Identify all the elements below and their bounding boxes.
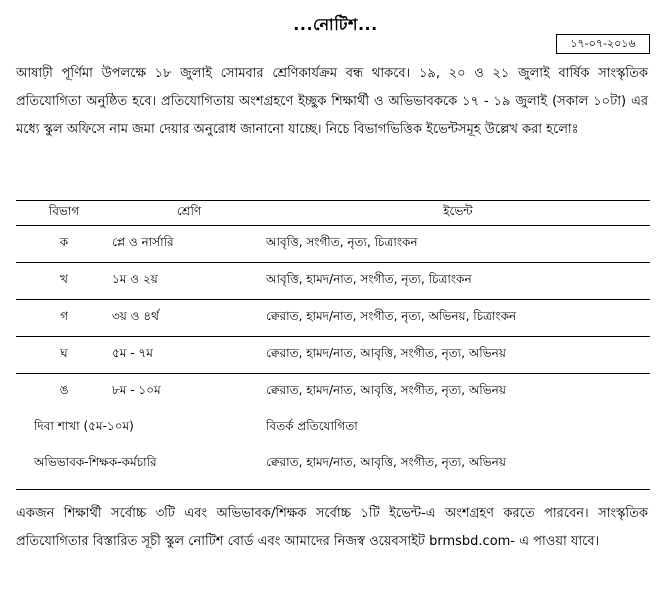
notice-date: ১৭-০৭-২০১৬	[556, 34, 650, 54]
row-class: ৫ম - ৭ম	[112, 337, 266, 374]
row-events: আবৃত্তি, হামদ/নাত, সংগীত, নৃত্য, চিত্রাংকন	[266, 263, 650, 300]
table-row	[16, 226, 650, 263]
row-events: ক্বেরাত, হামদ/নাত, আবৃত্তি, সংগীত, নৃত্য, অভিনয়	[266, 337, 650, 374]
row-division: ঙ	[59, 383, 69, 397]
events-table	[16, 201, 650, 482]
staff-events: ক্বেরাত, হামদ/নাত, আবৃত্তি, সংগীত, নৃত্য, অভিনয়	[266, 455, 506, 469]
day-shift-events: বিতর্ক প্রতিযোগিতা	[266, 419, 358, 433]
table-bottom-divider	[16, 489, 650, 490]
table-row	[16, 374, 650, 411]
table-row	[16, 337, 650, 374]
notice-footer: একজন শিক্ষার্থী সর্বোচ্চ ৩টি এবং অভিভাবক/শিক্ষক সর্বোচ্চ ১টি ইভেন্ট-এ অংশগ্রহণ করতে পারবেন। সাংস্কৃতিক প্রতিযোগিতার বিস্তারিত সূচী স্কুল নোটিশ বোর্ড এবং আমাদের নিজস্ব ওয়েবসাইট brmsbd.com- এ পাওয়া যাবে।	[16, 506, 648, 549]
header-division: বিভাগ	[16, 201, 112, 226]
row-events: ক্বেরাত, হামদ/নাত, আবৃত্তি, সংগীত, নৃত্য, অভিনয়	[266, 383, 506, 397]
table-row-staff	[16, 446, 650, 482]
row-events: ক্বেরাত, হামদ/নাত, সংগীত, নৃত্য, অভিনয়, চিত্রাংকন	[266, 300, 650, 337]
header-class: শ্রেণি	[112, 201, 266, 226]
table-row	[16, 300, 650, 337]
row-events: আবৃত্তি, সংগীত, নৃত্য, চিত্রাংকন	[266, 226, 650, 263]
table-row	[16, 263, 650, 300]
row-division: ঘ	[16, 337, 112, 374]
table-row-day-shift	[16, 410, 650, 446]
staff-label: অভিভাবক-শিক্ষক-কর্মচারি	[34, 455, 157, 469]
row-division: খ	[16, 263, 112, 300]
row-division: গ	[16, 300, 112, 337]
row-class: ৩য় ও ৪র্থ	[112, 300, 266, 337]
row-class: ১ম ও ২য়	[112, 263, 266, 300]
header-events: ইভেন্ট	[266, 201, 650, 226]
row-division: ক	[16, 226, 112, 263]
notice-intro: আষাঢ়ী পূর্ণিমা উপলক্ষে ১৮ জুলাই সোমবার শ্রেণিকার্যক্রম বন্ধ থাকবে। ১৯, ২০ ও ২১ জুলাই বার্ষিক সাংস্কৃতিক প্রতিযোগিতা অনুষ্ঠিত হবে। প্রতিযোগিতায় অংশগ্রহণে ইচ্ছুক শিক্ষার্থী ও অভিভাবককে ১৭ - ১৯ জুলাই (সকাল ১০টা) এর মধ্যে স্কুল অফিসে নাম জমা দেয়ার অনুরোধ জানানো যাচ্ছে। নিচে বিভাগভিত্তিক ইভেন্টসমূহ উল্লেখ করা হলোঃ	[16, 66, 648, 137]
row-class: প্লে ও নার্সারি	[112, 226, 266, 263]
row-class: ৮ম - ১০ম	[112, 383, 161, 397]
table-header-row	[16, 201, 650, 226]
notice-title: ...নোটিশ...	[293, 15, 378, 34]
day-shift-label: দিবা শাখা (৫ম-১০ম)	[34, 419, 134, 433]
